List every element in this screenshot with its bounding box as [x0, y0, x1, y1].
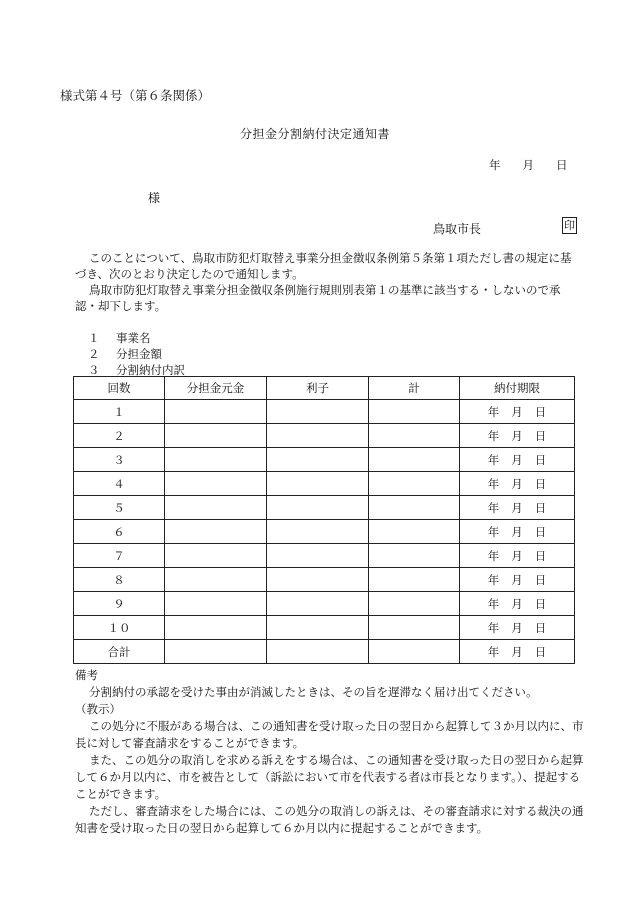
cell-principal: [165, 544, 267, 568]
due-month: 月: [511, 620, 523, 635]
issue-date: [489, 157, 568, 173]
instruction-1: この処分に不服がある場合は、この通知書を受け取った日の翌日から起算して３か月以内に、市長に対して審査請求をすることができます。: [75, 719, 584, 750]
cell-principal: [165, 472, 267, 496]
due-year: 年: [487, 620, 500, 635]
due-day: 日: [534, 596, 547, 611]
due-year: 年: [487, 476, 500, 491]
due-month: 月: [511, 476, 523, 491]
due-day: 日: [534, 524, 547, 539]
due-day: 日: [534, 404, 547, 419]
due-day: 日: [534, 572, 547, 587]
due-month: 月: [511, 548, 523, 563]
due-year: 年: [487, 548, 500, 563]
cell-count: ７: [74, 544, 165, 568]
due-month: 月: [511, 452, 523, 467]
cell-principal: [165, 616, 267, 640]
cell-due-date: [460, 568, 575, 592]
due-month: 月: [511, 428, 523, 443]
cell-interest: [267, 544, 369, 568]
due-day: 日: [534, 620, 547, 635]
due-day: 日: [534, 500, 547, 515]
due-day: 日: [534, 548, 547, 563]
table-row: [74, 616, 575, 640]
cell-count: １: [74, 400, 165, 424]
instruction-heading: （教示）: [75, 702, 121, 716]
cell-principal: [165, 640, 267, 664]
table-row: [74, 472, 575, 496]
cell-interest: [267, 496, 369, 520]
cell-interest: [267, 472, 369, 496]
cell-due-date: [460, 520, 575, 544]
header-principal: 分担金元金: [165, 377, 267, 400]
due-day: 日: [534, 644, 547, 659]
document-title: 分担金分割納付決定通知書: [239, 127, 390, 141]
due-month: 月: [511, 500, 523, 515]
cell-total: [369, 496, 460, 520]
cell-total: [369, 640, 460, 664]
due-day: 日: [534, 476, 547, 491]
cell-interest: [267, 592, 369, 616]
addressee-suffix: 様: [148, 191, 161, 205]
cell-principal: [165, 520, 267, 544]
cell-total: [369, 544, 460, 568]
cell-count: ６: [74, 520, 165, 544]
due-day: 日: [534, 452, 547, 467]
item-number: １: [88, 331, 100, 345]
remarks-text: 分割納付の承認を受けた事由が消滅したときは、その旨を遅滞なく届け出てください。: [89, 685, 538, 699]
cell-count: ８: [74, 568, 165, 592]
instruction-3: ただし、審査請求をした場合には、この処分の取消しの訴えは、その審査請求に対する裁決の通知書を受け取った日の翌日から起算して６か月以内に提起することができます。: [75, 804, 584, 835]
cell-due-date: [460, 448, 575, 472]
cell-principal: [165, 424, 267, 448]
item-list: [88, 330, 185, 378]
item-label: 事業名: [116, 331, 151, 345]
cell-total: [369, 520, 460, 544]
due-day: 日: [534, 428, 547, 443]
cell-interest: [267, 424, 369, 448]
cell-count: ３: [74, 448, 165, 472]
cell-principal: [165, 400, 267, 424]
table-row: [74, 496, 575, 520]
cell-count: ９: [74, 592, 165, 616]
table-row: [74, 520, 575, 544]
date-year: 年: [489, 158, 501, 172]
due-month: 月: [511, 524, 523, 539]
table-row: [74, 592, 575, 616]
body-paragraph-1: このことについて、鳥取市防犯灯取替え事業分担金徴収条例第５条第１項ただし書の規定に基づき、次のとおり決定したので通知します。: [75, 251, 572, 281]
cell-count: ５: [74, 496, 165, 520]
due-year: 年: [487, 500, 500, 515]
item-label: 分担金額: [116, 347, 162, 361]
cell-due-date: [460, 424, 575, 448]
instruction-2: また、この処分の取消しを求める訴えをする場合は、この通知書を受け取った日の翌日から起算して６か月以内に、市を被告として（訴訟において市を代表する者は市長となります。）、提起することができます。: [75, 753, 584, 801]
table-row: [74, 448, 575, 472]
header-due-date: 納付期限: [460, 377, 575, 400]
due-month: 月: [511, 596, 523, 611]
header-interest: 利子: [267, 377, 369, 400]
cell-due-date: [460, 472, 575, 496]
table-row: [74, 568, 575, 592]
cell-interest: [267, 400, 369, 424]
cell-interest: [267, 568, 369, 592]
body-paragraph-2: 鳥取市防犯灯取替え事業分担金徴収条例施行規則別表第１の基準に該当する・しないので承認・却下します。: [75, 283, 561, 313]
cell-principal: [165, 496, 267, 520]
item-label: 分割納付内訳: [116, 363, 185, 377]
due-year: 年: [487, 524, 500, 539]
due-year: 年: [487, 428, 500, 443]
cell-principal: [165, 568, 267, 592]
notes-section: [75, 667, 585, 837]
cell-interest: [267, 520, 369, 544]
cell-due-date: [460, 544, 575, 568]
cell-total: [369, 448, 460, 472]
cell-due-date: [460, 592, 575, 616]
due-year: 年: [487, 452, 500, 467]
remarks-heading: 備考: [75, 668, 98, 682]
cell-count: １０: [74, 616, 165, 640]
issuer-name: 鳥取市長: [433, 222, 482, 236]
due-month: 月: [511, 572, 523, 587]
cell-total: [369, 592, 460, 616]
cell-count: ２: [74, 424, 165, 448]
header-count: 回数: [74, 377, 165, 400]
due-year: 年: [487, 644, 500, 659]
cell-count: ４: [74, 472, 165, 496]
date-month: 月: [522, 158, 534, 172]
table-header-row: [74, 377, 575, 400]
item-number: ２: [88, 347, 100, 361]
table-row: [74, 640, 575, 664]
cell-due-date: [460, 616, 575, 640]
cell-due-date: [460, 496, 575, 520]
due-year: 年: [487, 596, 500, 611]
list-item: [88, 330, 185, 346]
table-row: [74, 544, 575, 568]
seal-mark: 印: [564, 219, 575, 232]
installment-table: [73, 376, 575, 664]
cell-count: 合計: [74, 640, 165, 664]
cell-interest: [267, 640, 369, 664]
table-row: [74, 400, 575, 424]
table-row: [74, 424, 575, 448]
cell-total: [369, 400, 460, 424]
cell-principal: [165, 448, 267, 472]
cell-interest: [267, 616, 369, 640]
due-year: 年: [487, 572, 500, 587]
cell-due-date: [460, 400, 575, 424]
cell-total: [369, 472, 460, 496]
due-month: 月: [511, 644, 523, 659]
list-item: [88, 346, 185, 362]
cell-principal: [165, 592, 267, 616]
cell-due-date: [460, 640, 575, 664]
date-day: 日: [556, 158, 568, 172]
cell-total: [369, 424, 460, 448]
header-total: 計: [369, 377, 460, 400]
due-month: 月: [511, 404, 523, 419]
cell-total: [369, 568, 460, 592]
form-number: 様式第４号（第６条関係）: [60, 88, 211, 103]
item-number: ３: [88, 363, 100, 377]
due-year: 年: [487, 404, 500, 419]
cell-total: [369, 616, 460, 640]
cell-interest: [267, 448, 369, 472]
